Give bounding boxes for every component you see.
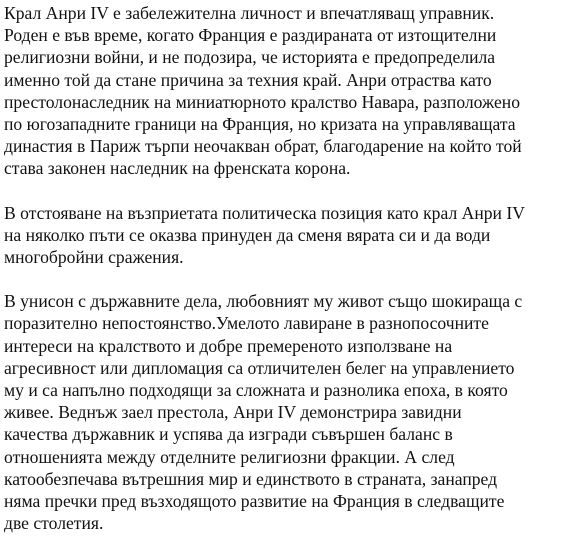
text-line: качества държавник и успява да изгради съвършен баланс в <box>4 424 453 445</box>
text-line: по югозападните граници на Франция, но кризата на управляващата <box>4 114 516 135</box>
text-line: на няколко пъти се оказва принуден да сменя вярата си и да води <box>4 224 491 245</box>
text-line: Крал Анри IV е забележителна личност и впечатляващ управник. <box>4 3 495 23</box>
text-line: религиозни войни, и не подозира, че историята е предопределила <box>4 47 496 68</box>
text-line: В унисон с държавните дела, любовният му живот също шокираща с <box>4 291 523 312</box>
text-line: династия в Париж търпи неочакван обрат, благодарение на който той <box>4 136 522 157</box>
text-line: многобройни сражения. <box>4 247 184 268</box>
text-line: две столетия. <box>4 513 104 534</box>
text-line: В отстояване на възприетата политическа позиция като крал Анри IV <box>4 202 525 223</box>
text-line: живее. Веднъж заел престола, Анри IV демонстрира завидни <box>4 402 462 423</box>
text-line: става законен наследник на френската корона. <box>4 158 351 179</box>
text-line: агресивност или дипломация са отличителен белег на управлението <box>4 357 515 378</box>
text-line: интереси на кралството и добре премереното използване на <box>4 335 453 356</box>
text-line: Роден е във време, когато Франция е раздираната от изтощителни <box>4 25 497 46</box>
paragraph-1 <box>4 2 580 180</box>
document-body <box>4 2 580 556</box>
paragraph-2 <box>4 202 580 269</box>
text-line: поразително непостоянство.Умелото лавиране в разнопосочните <box>4 313 489 334</box>
paragraph-3 <box>4 290 580 534</box>
text-line: му и са напълно подходящи за сложната и разнолика епоха, в която <box>4 380 508 401</box>
text-line: именно той да стане причина за техния край. Анри отраства като <box>4 69 492 90</box>
text-line: няма пречки пред възходящото развитие на Франция в следващите <box>4 491 505 512</box>
text-line: отношенията между отделните религиозни фракции. А след <box>4 446 455 467</box>
text-line: катообезпечава вътрешния мир и единството в страната, занапред <box>4 468 498 489</box>
text-line: престолонаследник на миниатюрното кралство Навара, разположено <box>4 91 520 112</box>
